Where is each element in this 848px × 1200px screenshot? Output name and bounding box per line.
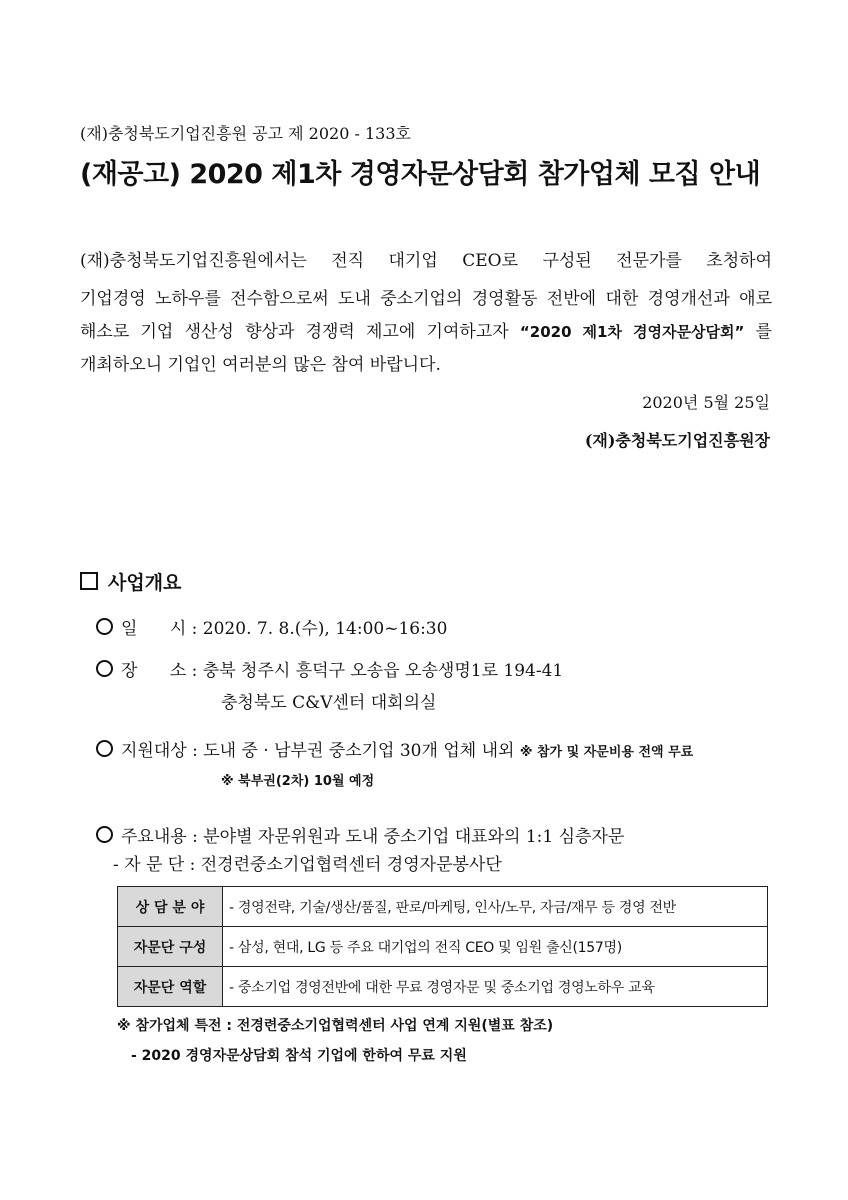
target-item <box>96 736 693 761</box>
content-text: 주요내용 : 분야별 자문위원과 도내 중소기업 대표와의 1:1 심층자문 <box>121 827 625 847</box>
section-heading <box>80 568 181 595</box>
place-text: 장 소 : 충북 청주시 흥덕구 오송읍 오송생명1로 194-41 <box>121 661 564 681</box>
table-row-value: - 삼성, 현대, LG 등 주요 대기업의 전직 CEO 및 임원 출신(157명) <box>223 927 768 967</box>
circle-bullet-icon <box>96 826 113 843</box>
place-text-2: 충청북도 C&V센터 대회의실 <box>221 693 437 713</box>
target-note-north: ※ 북부권(2차) 10월 예정 <box>221 774 375 789</box>
table-row-label: 자문단 역할 <box>118 967 223 1007</box>
notice-date: 2020년 5월 25일 <box>642 393 770 412</box>
intro-line-2: 기업경영 노하우를 전수함으로써 도내 중소기업의 경영활동 전반에 대한 경영개선과 애로 <box>80 289 772 309</box>
benefit-detail: - 2020 경영자문상담회 참석 기업에 한하여 무료 지원 <box>131 1048 467 1064</box>
circle-bullet-icon <box>96 740 113 757</box>
table-row-label: 상 담 분 야 <box>118 887 223 927</box>
target-text: 지원대상 : 도내 중 · 남부권 중소기업 30개 업체 내외 <box>121 741 515 761</box>
table-row <box>118 887 768 927</box>
circle-bullet-icon <box>96 618 113 635</box>
intro-line-3-end: 를 <box>755 322 772 342</box>
table-row-label: 자문단 구성 <box>118 927 223 967</box>
square-bullet-icon <box>80 572 98 590</box>
event-name-emphasis: “2020 제1차 경영자문상담회” <box>519 323 745 341</box>
intro-line-1: (재)충청북도기업진흥원에서는 전직 대기업 CEO로 구성된 전문가를 초청하여 <box>80 251 772 271</box>
intro-line-3-text: 해소로 기업 생산성 향상과 경쟁력 제고에 기여하고자 <box>80 322 509 342</box>
table-row-value: - 중소기업 경영전반에 대한 무료 경영자문 및 중소기업 경영노하우 교육 <box>223 967 768 1007</box>
intro-line-4: 개최하오니 기업인 여러분의 많은 참여 바랍니다. <box>80 355 441 375</box>
content-item <box>96 822 624 847</box>
place-item <box>96 656 563 681</box>
organization-signature: (재)충청북도기업진흥원장 <box>584 431 770 450</box>
section-heading-text: 사업개요 <box>108 572 182 594</box>
table-row <box>118 967 768 1007</box>
table-row <box>118 927 768 967</box>
table-row-value: - 경영전략, 기술/생산/품질, 판로/마케팅, 인사/노무, 자금/재무 등 경영 전반 <box>223 887 768 927</box>
circle-bullet-icon <box>96 660 113 677</box>
consulting-info-table <box>117 886 768 1007</box>
intro-line-3 <box>80 317 772 342</box>
target-note-free: ※ 참가 및 자문비용 전액 무료 <box>519 745 694 760</box>
schedule-text: 일 시 : 2020. 7. 8.(수), 14:00~16:30 <box>121 619 448 639</box>
benefit-note: ※ 참가업체 특전 : 전경련중소기업협력센터 사업 연계 지원(별표 참조) <box>117 1018 554 1034</box>
schedule-item <box>96 614 447 639</box>
notice-number: (재)충청북도기업진흥원 공고 제 2020 - 133호 <box>80 124 411 143</box>
advisors-item: - 자 문 단 : 전경련중소기업협력센터 경영자문봉사단 <box>113 855 502 875</box>
page-title: (재공고) 2020 제1차 경영자문상담회 참가업체 모집 안내 <box>80 159 761 190</box>
